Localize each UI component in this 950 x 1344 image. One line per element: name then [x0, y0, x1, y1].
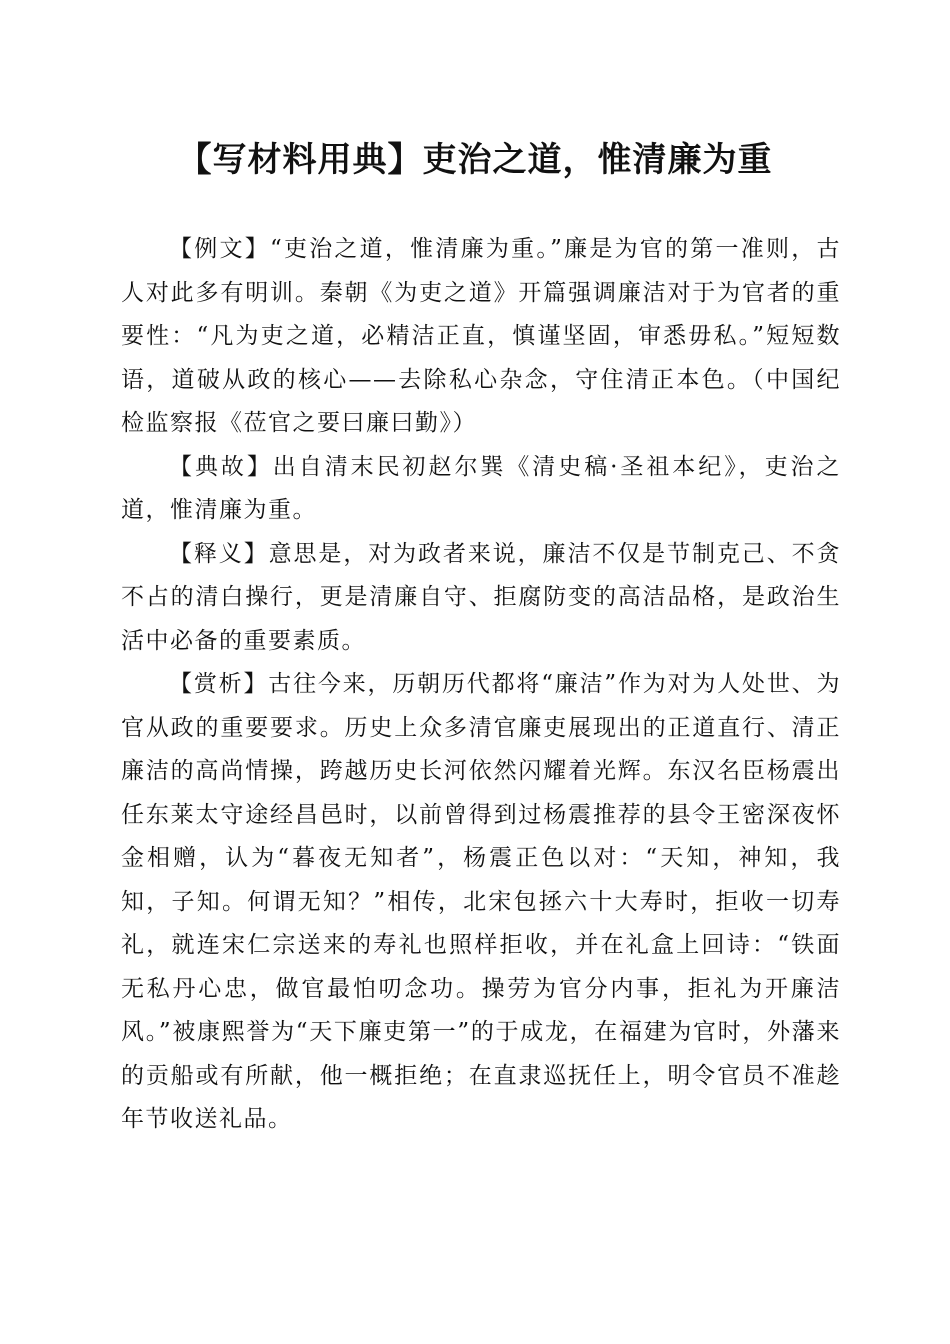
paragraph-example: 【例文】“吏治之道，惟清廉为重。”廉是为官的第一准则，古人对此多有明训。秦朝《为吏之道》开篇强调廉洁对于为官者的重要性：“凡为吏之道，必精洁正直，慎谨坚固，审悉毋私。”短短数语，道破从政的核心——去除私心杂念，守住清正本色。（中国纪检监察报《莅官之要曰廉曰勤》）: [121, 236, 841, 436]
paragraph-explanation: 【释义】意思是，对为政者来说，廉洁不仅是节制克己、不贪不占的清白操行，更是清廉自守、拒腐防变的高洁品格，是政治生活中必备的重要素质。: [121, 540, 841, 654]
paragraph-allusion: 【典故】出自清末民初赵尔巽《清史稿·圣祖本纪》，吏治之道，惟清廉为重。: [121, 453, 841, 523]
paragraph-appreciation: 【赏析】古往今来，历朝历代都将“廉洁”作为对为人处世、为官从政的重要要求。历史上众多清官廉吏展现出的正道直行、清正廉洁的高尚情操，跨越历史长河依然闪耀着光辉。东汉名臣杨震出任东莱太守途经昌邑时，以前曾得到过杨震推荐的县令王密深夜怀金相赠，认为“暮夜无知者”，杨震正色以对：“天知，神知，我知，子知。何谓无知？”相传，北宋包拯六十大寿时，拒收一切寿礼，就连宋仁宗送来的寿礼也照样拒收，并在礼盒上回诗：“铁面无私丹心忠，做官最怕叨念功。操劳为官分内事，拒礼为开廉洁风。”被康熙誉为“天下廉吏第一”的于成龙，在福建为官时，外藩来的贡船或有所献，他一概拒绝；在直隶巡抚任上，明令官员不准趁年节收送礼品。: [121, 671, 841, 1132]
document-body: [121, 228, 841, 1142]
document-title: 【写材料用典】吏治之道，惟清廉为重: [177, 140, 773, 180]
